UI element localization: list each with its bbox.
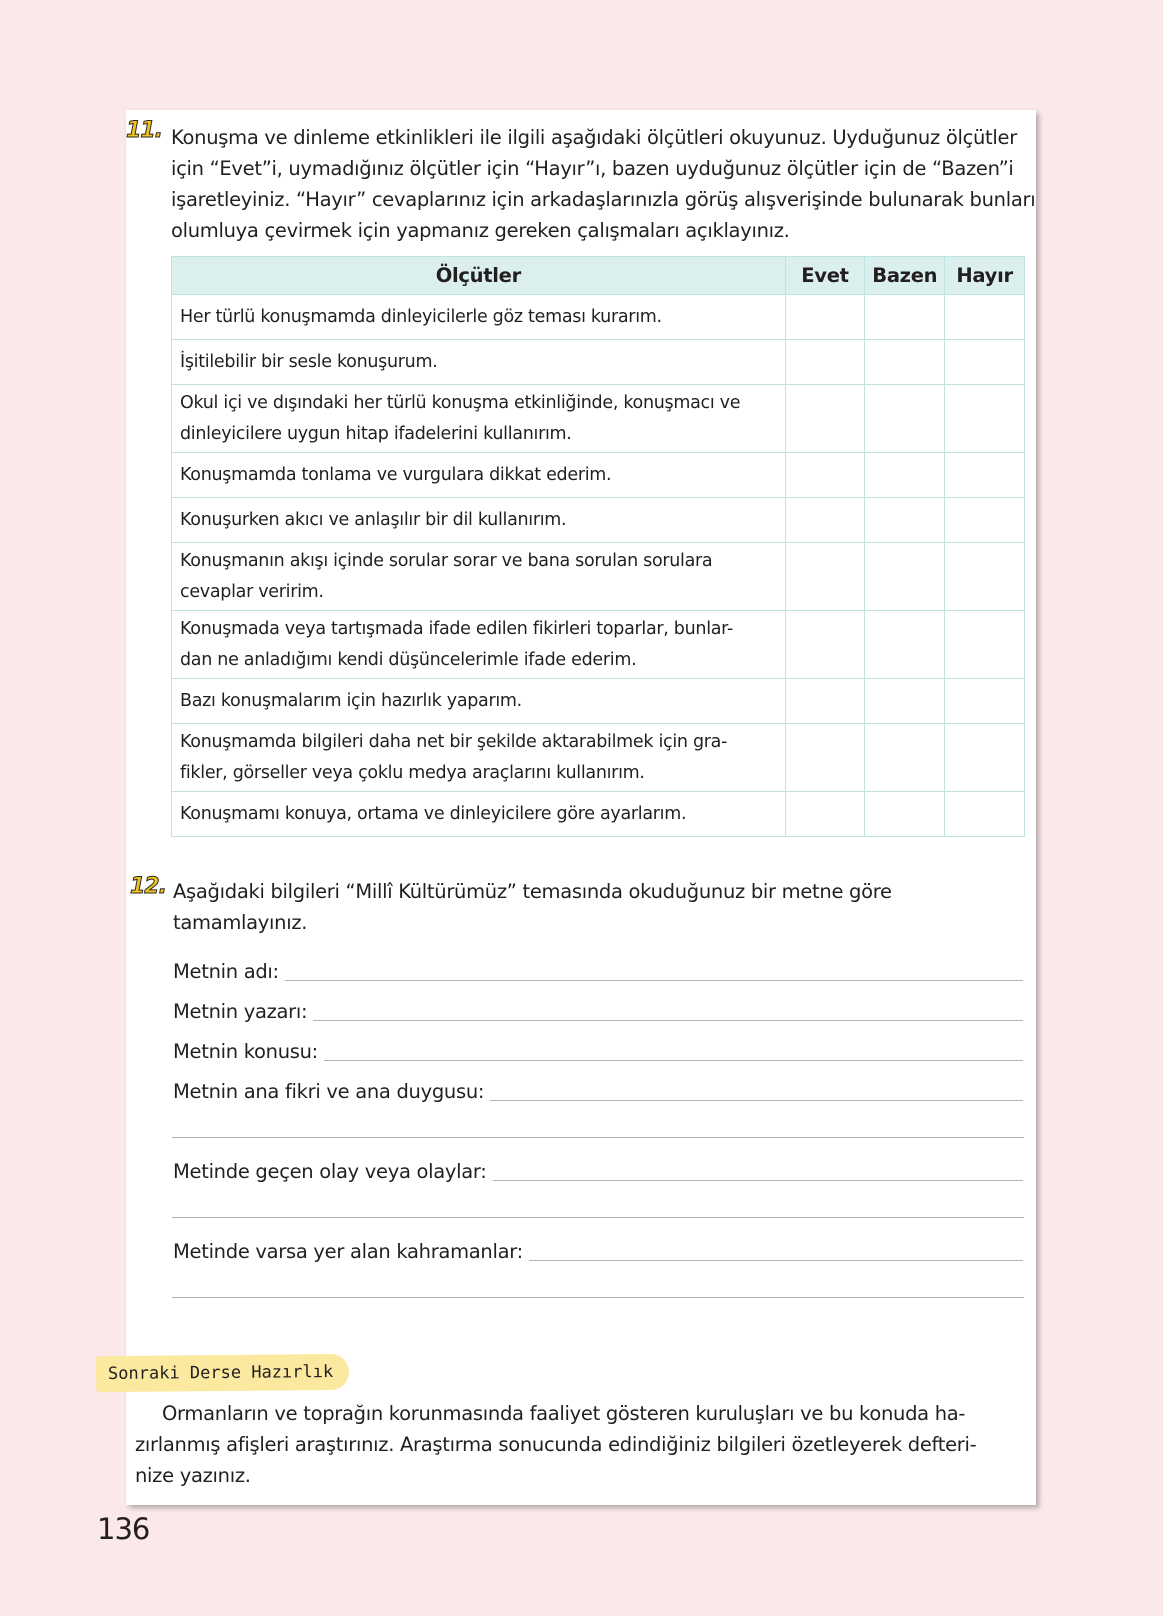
answer-line[interactable] [324,1060,1023,1061]
yes-checkbox-cell[interactable] [785,679,865,724]
criterion-cell: Konuşmanın akışı içinde sorular sorar ve bana sorulan sorulara cevaplar veririm. [172,543,786,611]
text-characters-field [173,1235,1023,1265]
criterion-cell: Konuşmamda tonlama ve vurgulara dikkat ederim. [172,453,786,498]
table-row [172,679,1025,724]
sometimes-checkbox-cell[interactable] [865,340,945,385]
criterion-cell: Her türlü konuşmamda dinleyicilerle göz teması kurarım. [172,295,786,340]
field-label: Metinde varsa yer alan kahramanlar: [173,1240,523,1263]
criterion-cell: Konuşmada veya tartışmada ifade edilen fikirleri toparlar, bunlar- dan ne anladığımı kendi düşüncelerimle ifade ederim. [172,611,786,679]
answer-line[interactable] [285,980,1023,981]
table-row [172,498,1025,543]
no-checkbox-cell[interactable] [945,724,1025,792]
yes-checkbox-cell[interactable] [785,453,865,498]
text-main-idea-field [173,1075,1023,1105]
answer-line[interactable] [490,1100,1023,1101]
answer-line[interactable] [493,1180,1023,1181]
yes-checkbox-cell[interactable] [785,295,865,340]
answer-line[interactable] [172,1297,1024,1298]
header-criteria: Ölçütler [172,257,786,295]
text-subject-field [173,1035,1023,1065]
yes-checkbox-cell[interactable] [785,340,865,385]
field-label: Metnin ana fikri ve ana duygusu: [173,1080,485,1103]
field-label: Metnin yazarı: [173,1000,308,1023]
field-label: Metnin konusu: [173,1040,318,1063]
no-checkbox-cell[interactable] [945,453,1025,498]
question-11-number: 11. [126,118,162,143]
header-no: Hayır [945,257,1025,295]
header-yes: Evet [785,257,865,295]
criterion-cell: Bazı konuşmalarım için hazırlık yaparım. [172,679,786,724]
no-checkbox-cell[interactable] [945,792,1025,837]
criteria-table [171,256,1025,837]
criterion-cell: İşitilebilir bir sesle konuşurum. [172,340,786,385]
answer-line[interactable] [313,1020,1023,1021]
field-label: Metnin adı: [173,960,279,983]
field-label: Metinde geçen olay veya olaylar: [173,1160,487,1183]
table-row [172,453,1025,498]
yes-checkbox-cell[interactable] [785,498,865,543]
yes-checkbox-cell[interactable] [785,385,865,453]
sometimes-checkbox-cell[interactable] [865,611,945,679]
criterion-cell: Konuşmamda bilgileri daha net bir şekilde aktarabilmek için gra- fikler, görseller veya çoklu medya araçlarını kullanırım. [172,724,786,792]
sometimes-checkbox-cell[interactable] [865,385,945,453]
yes-checkbox-cell[interactable] [785,792,865,837]
table-row [172,792,1025,837]
table-row [172,724,1025,792]
answer-line[interactable] [172,1217,1024,1218]
page-number: 136 [97,1512,150,1546]
yes-checkbox-cell[interactable] [785,543,865,611]
no-checkbox-cell[interactable] [945,543,1025,611]
criterion-cell: Okul içi ve dışındaki her türlü konuşma etkinliğinde, konuşmacı ve dinleyicilere uygun hitap ifadelerini kullanırım. [172,385,786,453]
sometimes-checkbox-cell[interactable] [865,295,945,340]
table-row [172,385,1025,453]
question-11-instructions: Konuşma ve dinleme etkinlikleri ile ilgili aşağıdaki ölçütleri okuyunuz. Uyduğunuz ölçütler için “Evet”i, uymadığınız ölçütler için “Hayır”ı, bazen uyduğunuz ölçütler için de “Bazen”i işaretleyiniz. “Hayır” cevaplarınız için arkadaşlarınızla görüş alışverişinde bulunarak bunları olumluya çevirmek için yapmanız gereken çalışmaları açıklayınız. [171,126,1036,242]
next-lesson-tag: Sonraki Derse Hazırlık [96,1354,349,1392]
text-author-field [173,995,1023,1025]
table-row [172,295,1025,340]
yes-checkbox-cell[interactable] [785,724,865,792]
criterion-cell: Konuşmamı konuya, ortama ve dinleyicilere göre ayarlarım. [172,792,786,837]
table-row [172,340,1025,385]
sometimes-checkbox-cell[interactable] [865,498,945,543]
yes-checkbox-cell[interactable] [785,611,865,679]
answer-line[interactable] [172,1137,1024,1138]
sometimes-checkbox-cell[interactable] [865,792,945,837]
question-12-number: 12. [130,874,166,899]
sometimes-checkbox-cell[interactable] [865,543,945,611]
header-sometimes: Bazen [865,257,945,295]
table-row [172,543,1025,611]
next-lesson-text: Ormanların ve toprağın korunmasında faaliyet gösteren kuruluşları ve bu konuda ha- zırlanmış afişleri araştırınız. Araştırma sonucunda edindiğiniz bilgileri özetleyerek defteri- nize yazınız. [135,1402,977,1487]
sometimes-checkbox-cell[interactable] [865,453,945,498]
text-events-field [173,1155,1023,1185]
answer-line[interactable] [529,1260,1023,1261]
table-row [172,611,1025,679]
question-12-instructions: Aşağıdaki bilgileri “Millî Kültürümüz” temasında okuduğunuz bir metne göre tamamlayınız. [173,880,892,934]
no-checkbox-cell[interactable] [945,340,1025,385]
no-checkbox-cell[interactable] [945,295,1025,340]
no-checkbox-cell[interactable] [945,611,1025,679]
no-checkbox-cell[interactable] [945,498,1025,543]
sometimes-checkbox-cell[interactable] [865,724,945,792]
text-title-field [173,955,1023,985]
criterion-cell: Konuşurken akıcı ve anlaşılır bir dil kullanırım. [172,498,786,543]
sometimes-checkbox-cell[interactable] [865,679,945,724]
no-checkbox-cell[interactable] [945,385,1025,453]
no-checkbox-cell[interactable] [945,679,1025,724]
